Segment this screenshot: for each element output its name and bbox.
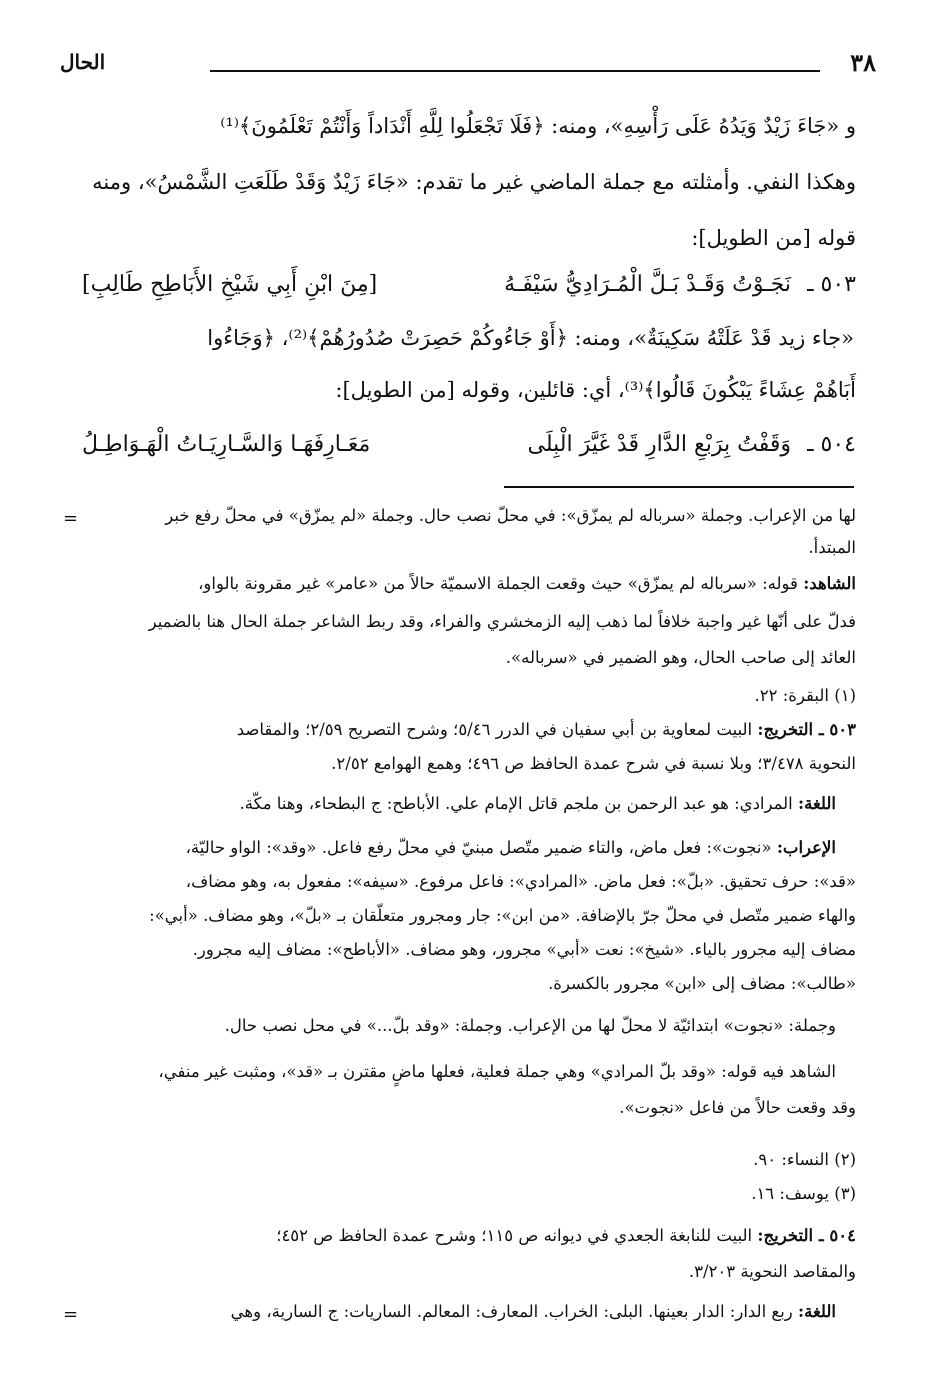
page-header [60, 48, 876, 82]
footnote-ref: (٢) النساء: ٩٠. [753, 1150, 856, 1169]
footnote-line: والهاء ضمير متّصل في محلّ جرّ بالإضافة. «من ابن»: جار ومجرور متعلّقان بـ «بلّ»، وهو مضاف. «أبي»: [149, 906, 856, 925]
main-line: وهكذا النفي. وأمثلته مع جملة الماضي غير ما تقدم: «جَاءَ زَيْدٌ وَقَدْ طَلَعَتِ الشَّمْسُ»، ومنه [92, 170, 856, 194]
footnote-ref: (٣) يوسف: ١٦. [751, 1184, 856, 1203]
verse-hemistich: [مِنَ ابْنِ أَبِي شَيْخِ الأَبَاطِحِ طَالِبِ] [82, 272, 378, 297]
label: الإعراب: [776, 838, 836, 857]
verse-number: ٥٠٤ ـ [807, 432, 856, 457]
verse-hemistich: وَقَفْتُ بِرَبْعِ الدَّارِ قَدْ غَيَّرَ الْبِلَى [527, 432, 791, 457]
footnote-line: اللغة: ربع الدار: الدار بعينها. البلى: الخراب. المعارف: المعالم. الساريات: ج السارية، وهي [230, 1302, 836, 1321]
verse-hemistich: نَجَـوْتُ وَقَـدْ بَـلَّ الْمُـرَادِيُّ سَيْفَـهُ [504, 272, 791, 297]
footnote-ref: (١) البقرة: ٢٢. [754, 686, 856, 705]
footnote-line: والمقاصد النحوية ٣/٢٠٣. [688, 1262, 856, 1281]
footnote-line: اللغة: المرادي: هو عبد الرحمن بن ملجم قاتل الإمام علي. الأباطح: ج البطحاء، وهنا مكّة. [239, 794, 836, 813]
footnote-line: وقد وقعت حالاً من فاعل «نجوت». [619, 1098, 856, 1117]
footnote-line: وجملة: «نجوت» ابتدائيّة لا محلّ لها من الإعراب. وجملة: «وقد بلّ...» في محل نصب حال. [224, 1016, 836, 1035]
chapter-title: الحال [60, 50, 106, 74]
footnote-line: العائد إلى صاحب الحال، وهو الضمير في «سرباله». [505, 648, 856, 667]
verse-number: ٥٠٣ ـ [807, 272, 856, 297]
label: اللغة: [798, 794, 836, 813]
main-line: و «جَاءَ زَيْدٌ وَيَدُهُ عَلَى رَأْسِهِ»، ومنه: ﴿فَلَا تَجْعَلُوا لِلَّهِ أَنْدَاداً وَأَنْتُمْ تَعْلَمُونَ﴾⁽¹⁾ [220, 114, 856, 138]
footnote-line: لها من الإعراب. وجملة «سرباله لم يمزّق»: في محلّ نصب حال. وجملة «لم يمزّق» في محلّ رفع خبر [165, 506, 856, 525]
main-line: «جاء زيد قَدْ عَلَتْهُ سَكِينَةٌ»، ومنه: ﴿أَوْ جَاءُوكُمْ حَصِرَتْ صُدُورُهُمْ﴾⁽²⁾، ﴿وَجَاءُوا [207, 326, 854, 350]
header-rule [210, 70, 820, 72]
footnote-line: «طالب»: مضاف إلى «ابن» مجرور بالكسرة. [548, 974, 856, 993]
footnote-line: فدلّ على أنّها غير واجبة خلافاً لما ذهب إليه الزمخشري والفراء، وقد ربط الشاعر جملة الحال هنا بالضمير [148, 612, 856, 631]
footnote-line: مضاف إليه مجرور بالياء. «شيخ»: نعت «أبي» مجرور، وهو مضاف. «الأباطح»: مضاف إليه مجرور. [192, 940, 856, 959]
label: اللغة: [798, 1302, 836, 1321]
continuation-marker: = [63, 508, 79, 529]
page-number: ٣٨ [850, 48, 876, 77]
continuation-marker: = [63, 1304, 79, 1325]
footnote-line: النحوية ٣/٤٧٨؛ وبلا نسبة في شرح عمدة الحافظ ص ٤٩٦؛ وهمع الهوامع ٢/٥٢. [331, 754, 856, 773]
footnote-line: الشاهد: قوله: «سرباله لم يمزّق» حيث وقعت الجملة الاسميّة حالاً من «عامر» غير مقرونة بالواو، [198, 574, 856, 593]
footnote-line: «قد»: حرف تحقيق. «بلّ»: فعل ماض. «المرادي»: فاعل مرفوع. «سيفه»: مفعول به، وهو مضاف، [185, 872, 856, 891]
main-line: أَبَاهُمْ عِشَاءً يَبْكُونَ قَالُوا﴾⁽³⁾، أي: قائلين، وقوله [من الطويل]: [335, 378, 856, 402]
footnote-divider [504, 486, 854, 488]
footnote-line: ٥٠٤ ـ التخريج: البيت للنابغة الجعدي في ديوانه ص ١١٥؛ وشرح عمدة الحافظ ص ٤٥٢؛ [276, 1226, 856, 1245]
footnote-line: ٥٠٣ ـ التخريج: البيت لمعاوية بن أبي سفيان في الدرر ٥/٤٦؛ وشرح التصريح ٢/٥٩؛ والمقاصد [236, 720, 856, 739]
label: ٥٠٤ ـ التخريج: [757, 1226, 856, 1245]
footnote-line: المبتدأ. [808, 538, 856, 557]
footnote-line: الشاهد فيه قوله: «وقد بلّ المرادي» وهي جملة فعلية، فعلها ماضٍ مقترن بـ «قد»، ومثبت غير منفي، [158, 1062, 836, 1081]
footnote-line: الإعراب: «نجوت»: فعل ماض، والتاء ضمير متّصل مبنيّ في محلّ رفع فاعل. «وقد»: الواو حاليّة، [185, 838, 836, 857]
label: ٥٠٣ ـ التخريج: [757, 720, 856, 739]
verse-hemistich: مَعَـارِفَهَـا وَالسَّـارِيَـاتُ الْهَـوَاطِـلُ [82, 432, 371, 457]
label: الشاهد: [803, 574, 856, 593]
main-line: قوله [من الطويل]: [691, 226, 856, 250]
